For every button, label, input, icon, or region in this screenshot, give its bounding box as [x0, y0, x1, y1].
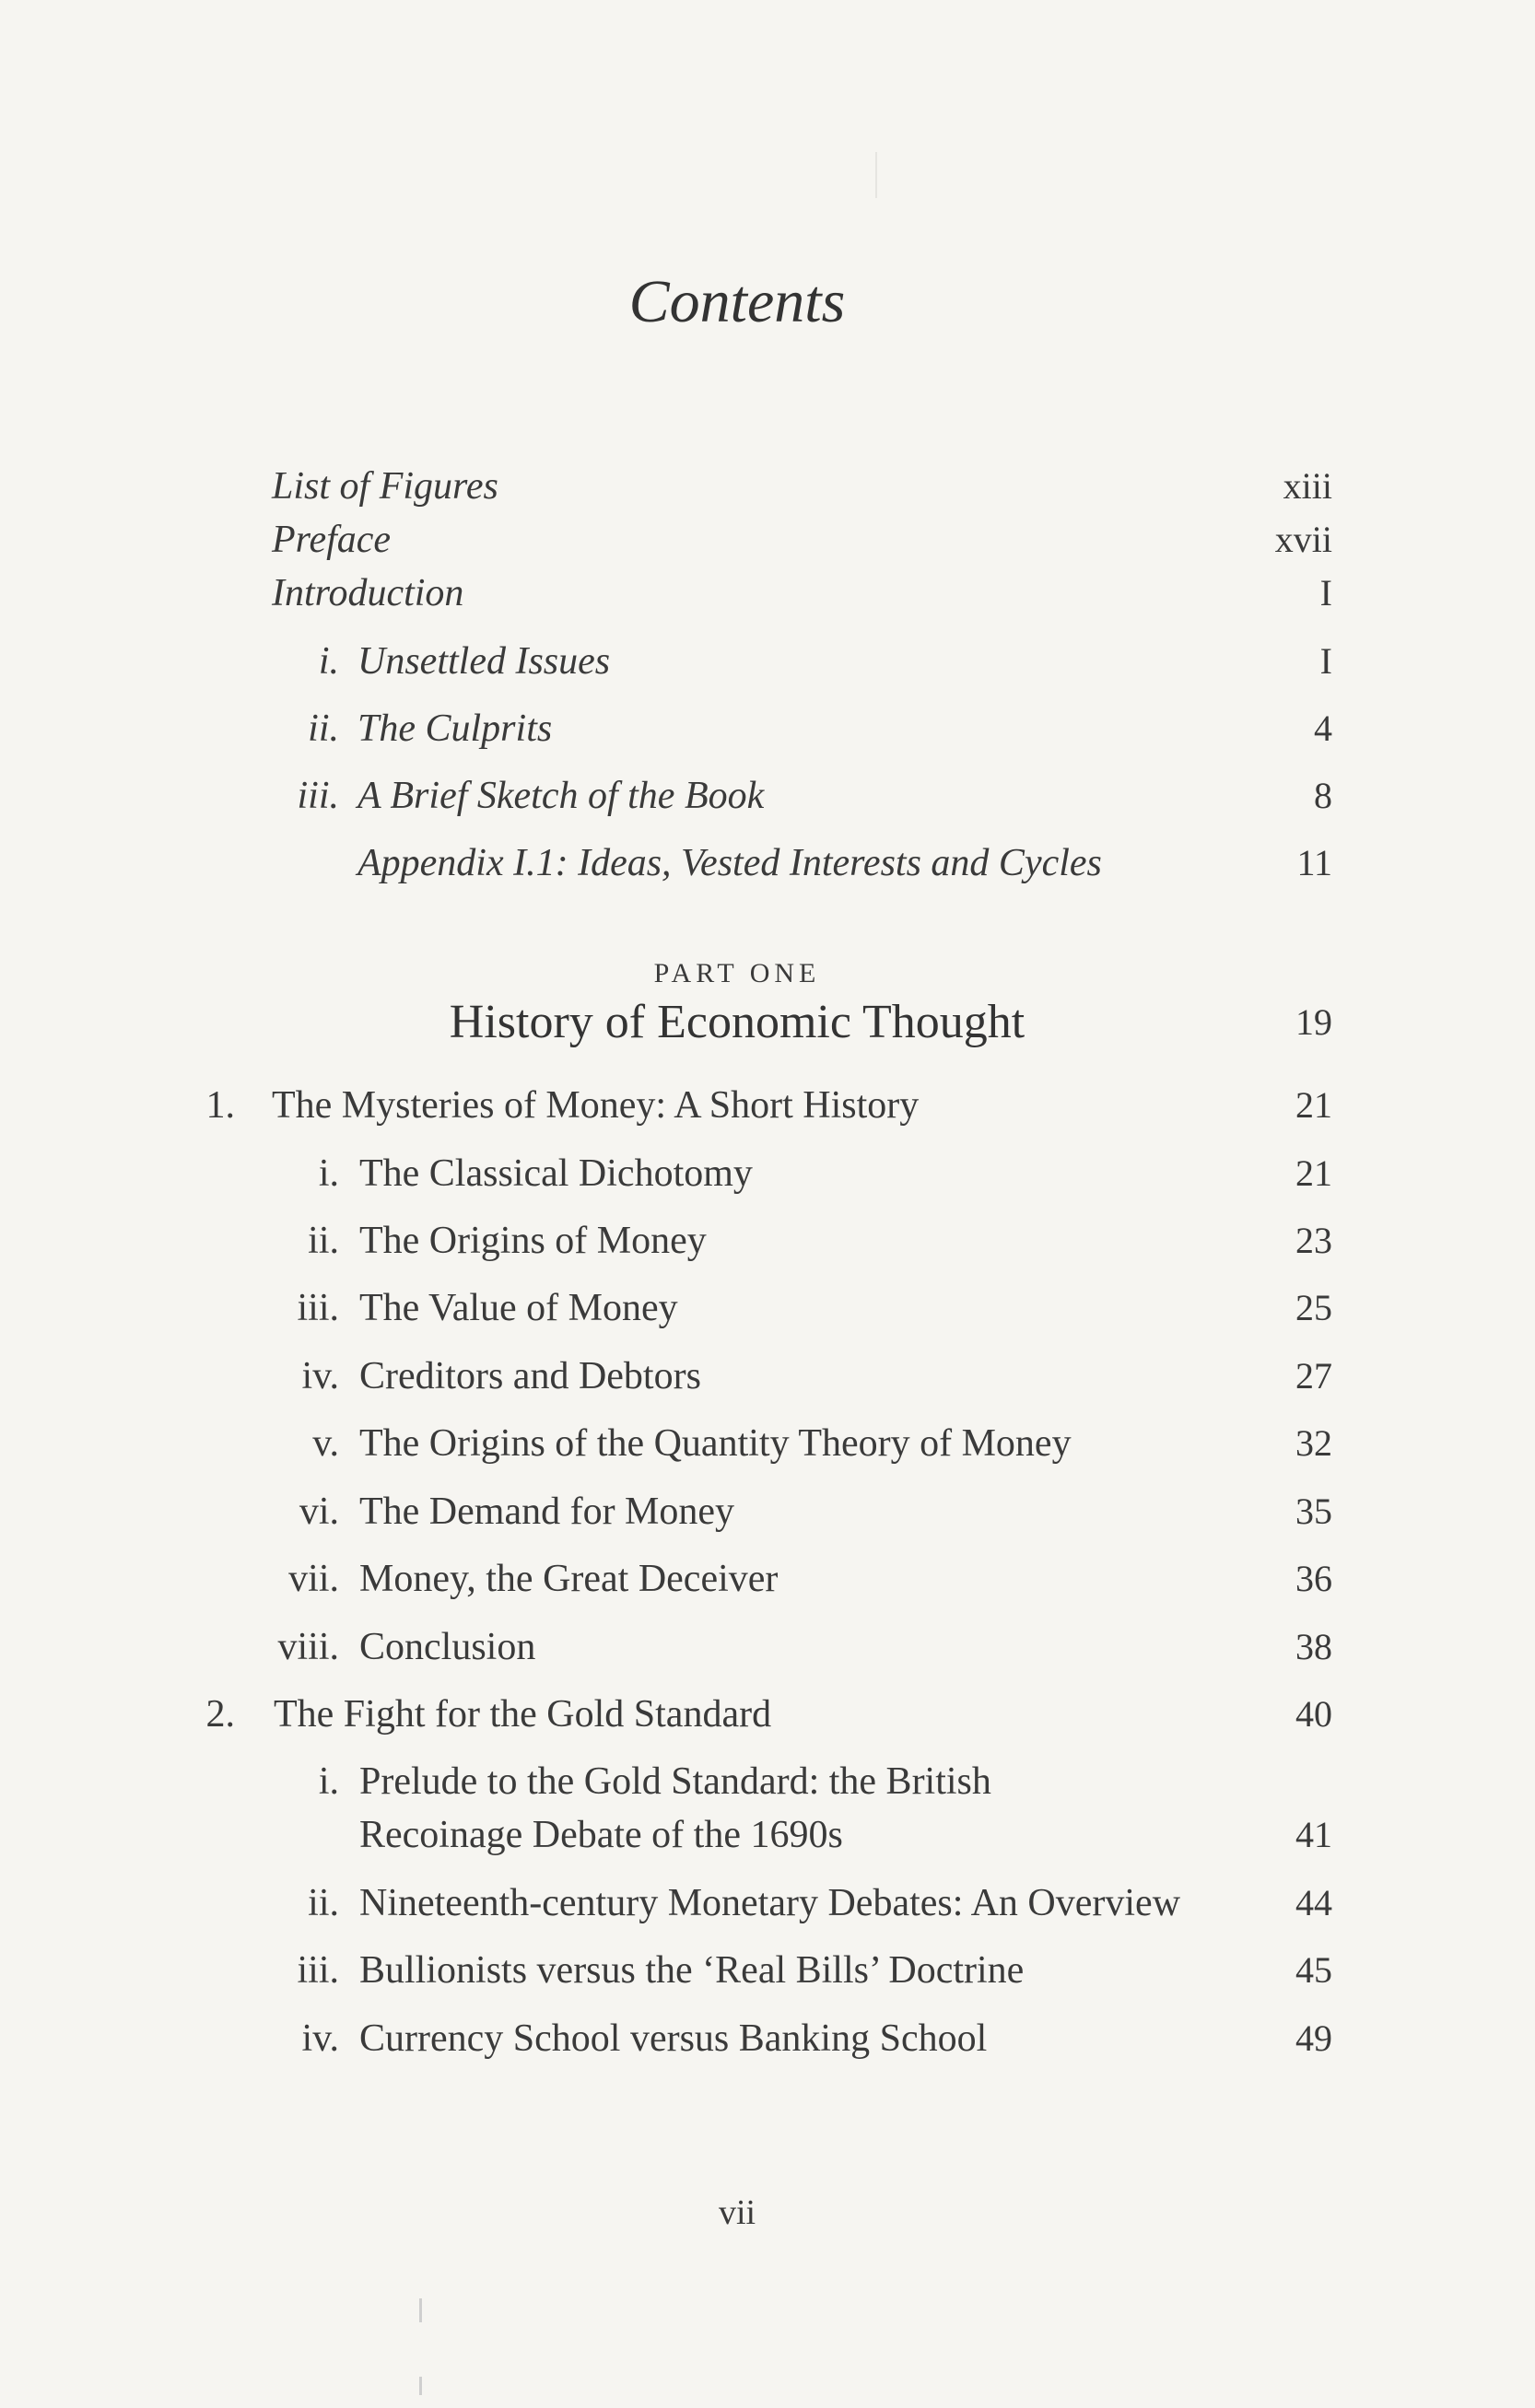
toc-section-text: Currency School versus Banking School [359, 2017, 988, 2060]
page-number: vii [718, 2193, 756, 2232]
scan-speck [419, 2377, 422, 2395]
toc-section-number: ii. [308, 707, 339, 750]
scan-speck [419, 2298, 422, 2322]
toc-page-number: 27 [1295, 1355, 1332, 1397]
toc-page-number: 36 [1295, 1558, 1332, 1599]
toc-section-text: Prelude to the Gold Standard: the British [359, 1760, 991, 1803]
toc-section-text: Money, the Great Deceiver [359, 1558, 779, 1600]
toc-section-number: i. [318, 640, 339, 683]
toc-section-text: Unsettled Issues [357, 640, 611, 683]
toc-chapter-text: The Fight for the Gold Standard [274, 1693, 772, 1736]
toc-section-number: iii. [297, 1949, 339, 1992]
toc-page-number: 19 [1295, 1001, 1332, 1043]
toc-page-number: 44 [1295, 1882, 1332, 1923]
toc-page-number: 25 [1295, 1287, 1332, 1328]
toc-page-number: 32 [1295, 1422, 1332, 1464]
toc-page-number: 23 [1295, 1220, 1332, 1261]
toc-section-text: The Origins of the Quantity Theory of Money [359, 1422, 1072, 1465]
scan-speck [875, 152, 877, 198]
toc-page-number: 40 [1295, 1693, 1332, 1735]
toc-section-text: The Origins of Money [359, 1220, 707, 1262]
toc-section-number: iv. [301, 1355, 339, 1397]
toc-page-number: xvii [1274, 519, 1332, 560]
toc-entry-text: List of Figures [272, 465, 498, 508]
part-title[interactable]: History of Economic Thought [449, 996, 1025, 1048]
toc-section-text: Recoinage Debate of the 1690s [359, 1814, 843, 1856]
toc-section-number: iv. [301, 2017, 339, 2060]
toc-entry-text: Introduction [272, 572, 464, 614]
toc-section-text: Bullionists versus the ‘Real Bills’ Doctrine [359, 1949, 1025, 1992]
toc-page-number: I [1319, 572, 1332, 614]
toc-section-text: A Brief Sketch of the Book [357, 775, 765, 817]
toc-section-number: i. [318, 1152, 339, 1195]
toc-section-number: v. [312, 1422, 339, 1465]
toc-section-number: vii. [288, 1558, 339, 1600]
toc-page-number: I [1319, 640, 1332, 682]
toc-page-number: 41 [1295, 1814, 1332, 1855]
toc-chapter-number: 1. [205, 1084, 235, 1127]
toc-section-number: viii. [277, 1626, 339, 1668]
toc-section-text: Conclusion [359, 1626, 536, 1668]
toc-page-number: 35 [1295, 1490, 1332, 1532]
toc-page-number: 21 [1295, 1152, 1332, 1194]
toc-section-text: The Culprits [357, 707, 553, 750]
toc-page-number: 4 [1314, 707, 1332, 749]
toc-section-text: The Demand for Money [359, 1490, 735, 1533]
toc-page-number: 49 [1295, 2017, 1332, 2059]
toc-section-number: vi. [299, 1490, 339, 1533]
toc-chapter-text: The Mysteries of Money: A Short History [272, 1084, 920, 1127]
toc-section-text: The Value of Money [359, 1287, 678, 1329]
toc-page-number: 45 [1295, 1949, 1332, 1991]
toc-section-text: Appendix I.1: Ideas, Vested Interests and Cycles [357, 842, 1102, 884]
toc-page-number: 21 [1295, 1084, 1332, 1126]
toc-page-number: xiii [1283, 465, 1332, 507]
toc-section-text: Creditors and Debtors [359, 1355, 701, 1397]
toc-section-text: Nineteenth-century Monetary Debates: An Overview [359, 1882, 1181, 1924]
toc-section-number: iii. [297, 775, 339, 817]
toc-section-number: ii. [308, 1882, 339, 1924]
toc-page-number: 11 [1296, 842, 1332, 883]
page-title: Contents [628, 268, 846, 335]
toc-page-number: 8 [1314, 775, 1332, 816]
toc-page-number: 38 [1295, 1626, 1332, 1667]
toc-section-number: i. [318, 1760, 339, 1803]
toc-section-number: iii. [297, 1287, 339, 1329]
toc-section-number: ii. [308, 1220, 339, 1262]
part-label: PART ONE [653, 958, 821, 988]
toc-section-text: The Classical Dichotomy [359, 1152, 753, 1195]
toc-chapter-number: 2. [205, 1693, 235, 1736]
toc-entry-text: Preface [272, 519, 392, 561]
